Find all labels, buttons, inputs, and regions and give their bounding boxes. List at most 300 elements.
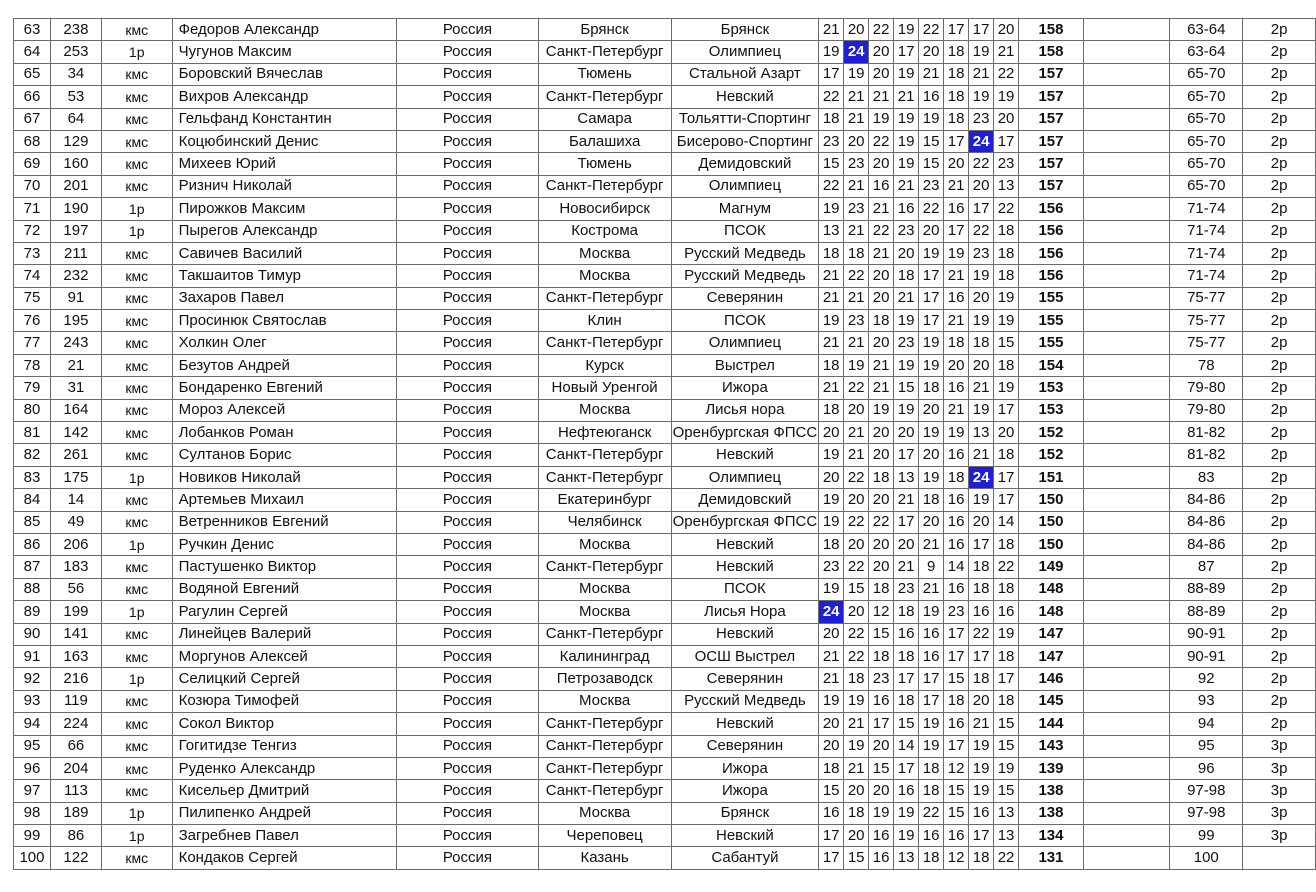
row-number-cell: 93 xyxy=(14,690,51,712)
city-cell: Нефтеюганск xyxy=(538,422,671,444)
athlete-name-cell: Кисельер Дмитрий xyxy=(172,780,397,802)
series-score-cell: 15 xyxy=(844,578,869,600)
series-score-cell: 21 xyxy=(894,86,919,108)
series-score-cell: 18 xyxy=(919,780,944,802)
series-score-cell: 15 xyxy=(919,153,944,175)
club-cell: Лисья Нора xyxy=(671,601,819,623)
club-cell: Невский xyxy=(671,623,819,645)
category-cell: 2р xyxy=(1243,287,1316,309)
series-score-cell: 17 xyxy=(994,668,1019,690)
series-score-cell: 18 xyxy=(894,645,919,667)
series-score-cell: 16 xyxy=(869,175,894,197)
club-cell: ПСОК xyxy=(671,220,819,242)
series-score-cell: 19 xyxy=(819,578,844,600)
country-cell: Россия xyxy=(397,108,538,130)
city-cell: Калининград xyxy=(538,645,671,667)
series-score-cell: 19 xyxy=(894,354,919,376)
category-cell: 2р xyxy=(1243,86,1316,108)
row-number-cell: 63 xyxy=(14,19,51,41)
total-score-cell: 157 xyxy=(1019,130,1084,152)
series-score-cell: 18 xyxy=(819,757,844,779)
bib-number-cell: 31 xyxy=(50,377,101,399)
series-score-cell: 12 xyxy=(944,847,969,869)
results-table xyxy=(13,18,1316,870)
country-cell: Россия xyxy=(397,825,538,847)
place-cell: 75-77 xyxy=(1170,310,1243,332)
series-score-cell: 15 xyxy=(994,780,1019,802)
series-score-cell: 18 xyxy=(994,265,1019,287)
series-score-cell: 20 xyxy=(869,63,894,85)
sport-rank-cell: кмс xyxy=(101,287,172,309)
series-score-cell: 16 xyxy=(944,444,969,466)
series-score-cell: 17 xyxy=(919,287,944,309)
table-row xyxy=(14,220,1316,242)
series-score-cell: 20 xyxy=(819,466,844,488)
series-score-cell: 20 xyxy=(844,601,869,623)
table-row xyxy=(14,86,1316,108)
row-number-cell: 71 xyxy=(14,198,51,220)
country-cell: Россия xyxy=(397,533,538,555)
row-number-cell: 91 xyxy=(14,645,51,667)
series-score-cell: 21 xyxy=(894,489,919,511)
club-cell: Стальной Азарт xyxy=(671,63,819,85)
empty-cell xyxy=(1083,780,1170,802)
series-score-cell: 22 xyxy=(969,153,994,175)
athlete-name-cell: Коцюбинский Денис xyxy=(172,130,397,152)
country-cell: Россия xyxy=(397,130,538,152)
athlete-name-cell: Лобанков Роман xyxy=(172,422,397,444)
series-score-cell: 23 xyxy=(919,175,944,197)
series-score-cell: 22 xyxy=(994,198,1019,220)
series-score-cell: 17 xyxy=(944,19,969,41)
bib-number-cell: 34 xyxy=(50,63,101,85)
sport-rank-cell: 1р xyxy=(101,198,172,220)
series-score-cell: 13 xyxy=(994,825,1019,847)
athlete-name-cell: Михеев Юрий xyxy=(172,153,397,175)
row-number-cell: 84 xyxy=(14,489,51,511)
row-number-cell: 95 xyxy=(14,735,51,757)
series-score-cell: 20 xyxy=(919,399,944,421)
bib-number-cell: 199 xyxy=(50,601,101,623)
table-row xyxy=(14,690,1316,712)
country-cell: Россия xyxy=(397,668,538,690)
series-score-cell: 18 xyxy=(869,645,894,667)
series-score-cell: 18 xyxy=(919,847,944,869)
total-score-cell: 138 xyxy=(1019,780,1084,802)
table-row xyxy=(14,175,1316,197)
series-score-cell: 16 xyxy=(944,578,969,600)
series-score-cell: 23 xyxy=(969,242,994,264)
sport-rank-cell: кмс xyxy=(101,422,172,444)
series-score-cell: 21 xyxy=(844,422,869,444)
series-score-cell: 18 xyxy=(969,668,994,690)
club-cell: Бисерово-Спортинг xyxy=(671,130,819,152)
place-cell: 84-86 xyxy=(1170,511,1243,533)
series-score-cell: 15 xyxy=(819,780,844,802)
series-score-cell: 20 xyxy=(819,735,844,757)
series-score-cell: 16 xyxy=(869,847,894,869)
series-score-cell: 15 xyxy=(944,780,969,802)
series-score-cell: 18 xyxy=(869,466,894,488)
country-cell: Россия xyxy=(397,466,538,488)
category-cell: 2р xyxy=(1243,578,1316,600)
table-row xyxy=(14,19,1316,41)
athlete-name-cell: Захаров Павел xyxy=(172,287,397,309)
series-score-cell: 19 xyxy=(819,690,844,712)
series-score-cell: 19 xyxy=(969,735,994,757)
sport-rank-cell: кмс xyxy=(101,108,172,130)
series-score-cell: 15 xyxy=(894,377,919,399)
table-row xyxy=(14,847,1316,869)
series-score-cell: 22 xyxy=(994,847,1019,869)
row-number-cell: 92 xyxy=(14,668,51,690)
empty-cell xyxy=(1083,19,1170,41)
country-cell: Россия xyxy=(397,645,538,667)
table-row xyxy=(14,108,1316,130)
club-cell: Демидовский xyxy=(671,153,819,175)
series-score-cell: 18 xyxy=(944,690,969,712)
series-score-cell: 17 xyxy=(994,489,1019,511)
city-cell: Тюмень xyxy=(538,63,671,85)
table-row xyxy=(14,578,1316,600)
series-score-cell: 15 xyxy=(944,668,969,690)
series-score-cell: 18 xyxy=(994,578,1019,600)
club-cell: ОСШ Выстрел xyxy=(671,645,819,667)
athlete-name-cell: Новиков Николай xyxy=(172,466,397,488)
total-score-cell: 147 xyxy=(1019,645,1084,667)
series-score-cell: 16 xyxy=(969,601,994,623)
total-score-cell: 151 xyxy=(1019,466,1084,488)
series-score-cell: 22 xyxy=(919,19,944,41)
athlete-name-cell: Гельфанд Константин xyxy=(172,108,397,130)
series-score-cell: 18 xyxy=(994,533,1019,555)
total-score-cell: 157 xyxy=(1019,63,1084,85)
empty-cell xyxy=(1083,422,1170,444)
series-score-cell: 21 xyxy=(819,332,844,354)
row-number-cell: 94 xyxy=(14,713,51,735)
series-score-cell: 17 xyxy=(894,444,919,466)
series-score-cell: 21 xyxy=(819,287,844,309)
series-score-cell: 20 xyxy=(869,265,894,287)
bib-number-cell: 129 xyxy=(50,130,101,152)
bib-number-cell: 189 xyxy=(50,802,101,824)
sport-rank-cell: кмс xyxy=(101,242,172,264)
series-score-cell: 21 xyxy=(969,713,994,735)
category-cell: 2р xyxy=(1243,533,1316,555)
series-score-cell: 20 xyxy=(894,242,919,264)
row-number-cell: 64 xyxy=(14,41,51,63)
bib-number-cell: 243 xyxy=(50,332,101,354)
series-score-cell: 18 xyxy=(869,578,894,600)
series-score-cell: 16 xyxy=(944,511,969,533)
country-cell: Россия xyxy=(397,377,538,399)
sport-rank-cell: кмс xyxy=(101,265,172,287)
athlete-name-cell: Ветренников Евгений xyxy=(172,511,397,533)
series-score-cell: 20 xyxy=(844,130,869,152)
category-cell: 2р xyxy=(1243,690,1316,712)
category-cell: 2р xyxy=(1243,242,1316,264)
club-cell: Магнум xyxy=(671,198,819,220)
series-score-cell: 21 xyxy=(819,377,844,399)
bib-number-cell: 160 xyxy=(50,153,101,175)
place-cell: 63-64 xyxy=(1170,41,1243,63)
bib-number-cell: 91 xyxy=(50,287,101,309)
series-score-cell: 18 xyxy=(944,86,969,108)
category-cell: 2р xyxy=(1243,265,1316,287)
series-score-cell: 19 xyxy=(994,287,1019,309)
table-row xyxy=(14,310,1316,332)
series-score-cell: 19 xyxy=(844,354,869,376)
series-score-cell: 18 xyxy=(944,108,969,130)
series-score-cell: 15 xyxy=(869,757,894,779)
series-score-cell: 19 xyxy=(919,422,944,444)
series-score-cell: 20 xyxy=(969,287,994,309)
series-score-cell: 13 xyxy=(994,175,1019,197)
series-score-cell: 24 xyxy=(819,601,844,623)
country-cell: Россия xyxy=(397,19,538,41)
club-cell: Ижора xyxy=(671,757,819,779)
series-score-cell: 18 xyxy=(994,444,1019,466)
empty-cell xyxy=(1083,533,1170,555)
total-score-cell: 139 xyxy=(1019,757,1084,779)
series-score-cell: 20 xyxy=(944,153,969,175)
bib-number-cell: 197 xyxy=(50,220,101,242)
series-score-cell: 18 xyxy=(994,220,1019,242)
series-score-cell: 19 xyxy=(969,780,994,802)
bib-number-cell: 163 xyxy=(50,645,101,667)
city-cell: Санкт-Петербург xyxy=(538,780,671,802)
athlete-name-cell: Чугунов Максим xyxy=(172,41,397,63)
city-cell: Санкт-Петербург xyxy=(538,444,671,466)
place-cell: 96 xyxy=(1170,757,1243,779)
table-row xyxy=(14,377,1316,399)
series-score-cell: 22 xyxy=(994,63,1019,85)
athlete-name-cell: Просинюк Святослав xyxy=(172,310,397,332)
empty-cell xyxy=(1083,265,1170,287)
sport-rank-cell: 1р xyxy=(101,220,172,242)
series-score-cell: 20 xyxy=(844,825,869,847)
country-cell: Россия xyxy=(397,690,538,712)
table-row xyxy=(14,63,1316,85)
place-cell: 90-91 xyxy=(1170,645,1243,667)
table-row xyxy=(14,757,1316,779)
city-cell: Санкт-Петербург xyxy=(538,713,671,735)
bib-number-cell: 66 xyxy=(50,735,101,757)
series-score-cell: 17 xyxy=(969,533,994,555)
series-score-cell: 18 xyxy=(994,242,1019,264)
country-cell: Россия xyxy=(397,399,538,421)
empty-cell xyxy=(1083,578,1170,600)
country-cell: Россия xyxy=(397,735,538,757)
empty-cell xyxy=(1083,489,1170,511)
series-score-cell: 17 xyxy=(944,130,969,152)
place-cell: 71-74 xyxy=(1170,198,1243,220)
table-row xyxy=(14,511,1316,533)
athlete-name-cell: Ризнич Николай xyxy=(172,175,397,197)
table-row xyxy=(14,332,1316,354)
series-score-cell: 17 xyxy=(919,668,944,690)
series-score-cell: 19 xyxy=(944,242,969,264)
series-score-cell: 22 xyxy=(969,220,994,242)
series-score-cell: 15 xyxy=(994,735,1019,757)
bib-number-cell: 224 xyxy=(50,713,101,735)
bib-number-cell: 232 xyxy=(50,265,101,287)
city-cell: Москва xyxy=(538,578,671,600)
bib-number-cell: 56 xyxy=(50,578,101,600)
series-score-cell: 14 xyxy=(944,556,969,578)
series-score-cell: 20 xyxy=(869,422,894,444)
series-score-cell: 21 xyxy=(919,63,944,85)
club-cell: Тольятти-Спортинг xyxy=(671,108,819,130)
total-score-cell: 154 xyxy=(1019,354,1084,376)
series-score-cell: 19 xyxy=(844,690,869,712)
athlete-name-cell: Ручкин Денис xyxy=(172,533,397,555)
athlete-name-cell: Мороз Алексей xyxy=(172,399,397,421)
club-cell: Олимпиец xyxy=(671,41,819,63)
place-cell: 71-74 xyxy=(1170,242,1243,264)
series-score-cell: 18 xyxy=(869,310,894,332)
total-score-cell: 150 xyxy=(1019,489,1084,511)
series-score-cell: 19 xyxy=(894,108,919,130)
series-score-cell: 22 xyxy=(844,377,869,399)
series-score-cell: 20 xyxy=(969,690,994,712)
series-score-cell: 19 xyxy=(894,130,919,152)
series-score-cell: 18 xyxy=(819,533,844,555)
empty-cell xyxy=(1083,601,1170,623)
row-number-cell: 88 xyxy=(14,578,51,600)
city-cell: Москва xyxy=(538,265,671,287)
city-cell: Москва xyxy=(538,690,671,712)
series-score-cell: 23 xyxy=(819,556,844,578)
series-score-cell: 17 xyxy=(819,847,844,869)
series-score-cell: 20 xyxy=(994,422,1019,444)
series-score-cell: 20 xyxy=(844,19,869,41)
row-number-cell: 81 xyxy=(14,422,51,444)
place-cell: 83 xyxy=(1170,466,1243,488)
city-cell: Санкт-Петербург xyxy=(538,757,671,779)
table-row xyxy=(14,735,1316,757)
total-score-cell: 147 xyxy=(1019,623,1084,645)
series-score-cell: 17 xyxy=(894,757,919,779)
category-cell: 2р xyxy=(1243,220,1316,242)
series-score-cell: 16 xyxy=(944,287,969,309)
series-score-cell: 17 xyxy=(894,41,919,63)
series-score-cell: 21 xyxy=(819,19,844,41)
sport-rank-cell: 1р xyxy=(101,825,172,847)
bib-number-cell: 141 xyxy=(50,623,101,645)
athlete-name-cell: Пилипенко Андрей xyxy=(172,802,397,824)
row-number-cell: 89 xyxy=(14,601,51,623)
place-cell: 79-80 xyxy=(1170,399,1243,421)
place-cell: 97-98 xyxy=(1170,780,1243,802)
row-number-cell: 80 xyxy=(14,399,51,421)
row-number-cell: 87 xyxy=(14,556,51,578)
athlete-name-cell: Бондаренко Евгений xyxy=(172,377,397,399)
sport-rank-cell: кмс xyxy=(101,153,172,175)
table-row xyxy=(14,780,1316,802)
bib-number-cell: 216 xyxy=(50,668,101,690)
city-cell: Тюмень xyxy=(538,153,671,175)
series-score-cell: 18 xyxy=(819,354,844,376)
series-score-cell: 21 xyxy=(969,63,994,85)
place-cell: 93 xyxy=(1170,690,1243,712)
series-score-cell: 16 xyxy=(919,86,944,108)
row-number-cell: 73 xyxy=(14,242,51,264)
series-score-cell: 21 xyxy=(844,287,869,309)
bib-number-cell: 119 xyxy=(50,690,101,712)
category-cell: 2р xyxy=(1243,332,1316,354)
athlete-name-cell: Холкин Олег xyxy=(172,332,397,354)
series-score-cell: 20 xyxy=(869,287,894,309)
city-cell: Брянск xyxy=(538,19,671,41)
series-score-cell: 13 xyxy=(894,466,919,488)
series-score-cell: 22 xyxy=(819,86,844,108)
category-cell: 2р xyxy=(1243,130,1316,152)
country-cell: Россия xyxy=(397,287,538,309)
series-score-cell: 20 xyxy=(969,354,994,376)
sport-rank-cell: кмс xyxy=(101,735,172,757)
total-score-cell: 144 xyxy=(1019,713,1084,735)
country-cell: Россия xyxy=(397,332,538,354)
club-cell: Выстрел xyxy=(671,354,819,376)
series-score-cell: 21 xyxy=(894,175,919,197)
total-score-cell: 149 xyxy=(1019,556,1084,578)
series-score-cell: 13 xyxy=(994,802,1019,824)
category-cell: 2р xyxy=(1243,198,1316,220)
country-cell: Россия xyxy=(397,310,538,332)
row-number-cell: 98 xyxy=(14,802,51,824)
sport-rank-cell: 1р xyxy=(101,533,172,555)
series-score-cell: 20 xyxy=(919,444,944,466)
city-cell: Санкт-Петербург xyxy=(538,735,671,757)
place-cell: 78 xyxy=(1170,354,1243,376)
series-score-cell: 19 xyxy=(894,63,919,85)
category-cell xyxy=(1243,847,1316,869)
athlete-name-cell: Безутов Андрей xyxy=(172,354,397,376)
city-cell: Челябинск xyxy=(538,511,671,533)
series-score-cell: 19 xyxy=(919,108,944,130)
empty-cell xyxy=(1083,802,1170,824)
series-score-cell: 22 xyxy=(869,511,894,533)
club-cell: Русский Медведь xyxy=(671,265,819,287)
place-cell: 81-82 xyxy=(1170,444,1243,466)
category-cell: 2р xyxy=(1243,41,1316,63)
bib-number-cell: 195 xyxy=(50,310,101,332)
total-score-cell: 156 xyxy=(1019,220,1084,242)
series-score-cell: 12 xyxy=(869,601,894,623)
series-score-cell: 21 xyxy=(869,377,894,399)
series-score-cell: 21 xyxy=(844,108,869,130)
series-score-cell: 19 xyxy=(844,735,869,757)
series-score-cell: 17 xyxy=(894,511,919,533)
category-cell: 3р xyxy=(1243,825,1316,847)
total-score-cell: 157 xyxy=(1019,86,1084,108)
series-score-cell: 20 xyxy=(869,444,894,466)
row-number-cell: 100 xyxy=(14,847,51,869)
series-score-cell: 16 xyxy=(944,377,969,399)
series-score-cell: 17 xyxy=(969,825,994,847)
series-score-cell: 22 xyxy=(844,556,869,578)
row-number-cell: 65 xyxy=(14,63,51,85)
empty-cell xyxy=(1083,645,1170,667)
club-cell: Северянин xyxy=(671,668,819,690)
sport-rank-cell: кмс xyxy=(101,623,172,645)
city-cell: Балашиха xyxy=(538,130,671,152)
country-cell: Россия xyxy=(397,847,538,869)
series-score-cell: 21 xyxy=(869,242,894,264)
row-number-cell: 70 xyxy=(14,175,51,197)
table-row xyxy=(14,41,1316,63)
